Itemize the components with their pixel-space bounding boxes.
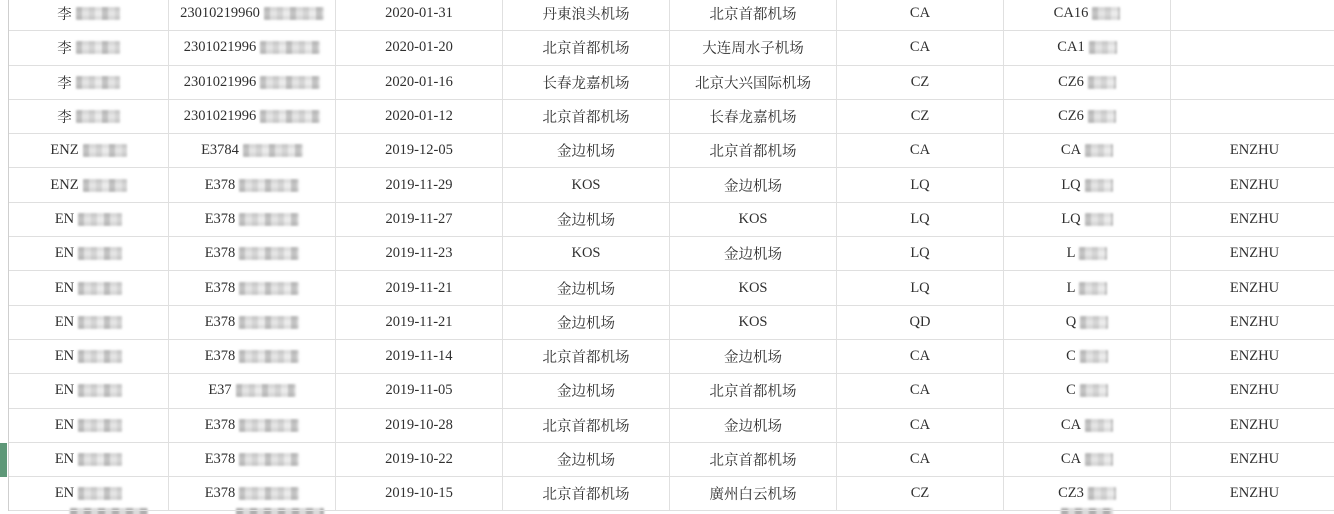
- arrival-airport-cell[interactable]: [670, 203, 837, 237]
- passenger-name-text: ENZ: [50, 176, 79, 193]
- flight-number-cell[interactable]: [1004, 271, 1171, 305]
- flight-number-cell[interactable]: [1004, 340, 1171, 374]
- flight-date-text: 2020-01-16: [385, 73, 453, 90]
- id-number-text: E378: [204, 279, 236, 296]
- arrival-airport-cell[interactable]: [670, 0, 837, 31]
- id-number-cell[interactable]: [169, 100, 336, 134]
- airline-code-cell[interactable]: [837, 409, 1004, 443]
- airline-code-cell[interactable]: [837, 134, 1004, 168]
- passenger-code-cell[interactable]: [1171, 374, 1334, 408]
- flight-number-text: CZ6: [1058, 108, 1084, 125]
- row-selection-indicator[interactable]: [0, 443, 7, 477]
- departure-airport-cell[interactable]: [503, 306, 670, 340]
- redaction-blur: [78, 316, 122, 329]
- passenger-name-cell[interactable]: [9, 409, 169, 443]
- departure-airport-cell[interactable]: [503, 134, 670, 168]
- redaction-blur: [239, 350, 299, 363]
- id-number-text: E378: [204, 485, 236, 502]
- redaction-blur: [239, 487, 299, 500]
- passenger-code-text: ENZHU: [1229, 348, 1280, 365]
- flight-number-cell[interactable]: [1004, 100, 1171, 134]
- airline-code-cell[interactable]: [837, 306, 1004, 340]
- flight-date-text: 2019-12-05: [385, 142, 453, 159]
- airline-code-text: LQ: [910, 279, 930, 296]
- redaction-blur: [239, 316, 299, 329]
- passenger-code-text: ENZHU: [1229, 451, 1280, 467]
- passenger-code-text: ENZHU: [1229, 313, 1280, 330]
- arrival-airport-cell[interactable]: [670, 340, 837, 374]
- arrival-airport-text: 廣州白云机场: [709, 487, 797, 504]
- departure-airport-text: 长春龙嘉机场: [542, 75, 630, 92]
- redaction-blur: [76, 7, 120, 20]
- arrival-airport-text: 金边机场: [724, 350, 782, 367]
- flight-date-text: 2020-01-20: [385, 39, 453, 56]
- arrival-airport-text: 北京首都机场: [709, 453, 797, 469]
- flight-number-cell[interactable]: [1004, 134, 1171, 168]
- redaction-blur: [1085, 213, 1113, 226]
- id-number-text: E378: [204, 210, 236, 227]
- airline-code-cell[interactable]: [837, 237, 1004, 271]
- flight-date-text: 2019-10-22: [385, 451, 453, 467]
- passenger-code-cell[interactable]: [1171, 477, 1334, 511]
- redaction-blur: [264, 7, 324, 20]
- departure-airport-cell[interactable]: [503, 203, 670, 237]
- redaction-blur: [260, 110, 320, 123]
- passenger-name-cell[interactable]: [9, 134, 169, 168]
- departure-airport-cell[interactable]: [503, 340, 670, 374]
- passenger-code-text: ENZHU: [1229, 210, 1280, 227]
- passenger-code-text: ENZHU: [1229, 245, 1280, 262]
- passenger-name-cell[interactable]: [9, 203, 169, 237]
- airline-code-cell[interactable]: [837, 168, 1004, 202]
- flight-number-cell[interactable]: [1004, 306, 1171, 340]
- departure-airport-cell[interactable]: [503, 477, 670, 511]
- departure-airport-text: 北京首都机场: [542, 41, 630, 58]
- redaction-blur: [1080, 350, 1108, 363]
- redaction-blur: [239, 282, 299, 295]
- arrival-airport-text: KOS: [738, 313, 768, 330]
- arrival-airport-cell[interactable]: [670, 168, 837, 202]
- departure-airport-cell[interactable]: [503, 271, 670, 305]
- passenger-name-text: 李: [57, 7, 72, 24]
- departure-airport-cell[interactable]: [503, 168, 670, 202]
- flight-date-text: 2019-11-29: [385, 176, 453, 193]
- id-number-cell[interactable]: [169, 271, 336, 305]
- flight-date-cell[interactable]: [336, 340, 503, 374]
- flight-date-text: 2019-11-21: [385, 279, 453, 296]
- passenger-code-cell[interactable]: [1171, 0, 1334, 31]
- passenger-code-text: ENZHU: [1229, 382, 1280, 399]
- flight-number-cell[interactable]: [1004, 168, 1171, 202]
- redaction-blur: [260, 41, 320, 54]
- departure-airport-cell[interactable]: [503, 0, 670, 31]
- redaction-blur: [76, 76, 120, 89]
- arrival-airport-text: 北京大兴国际机场: [695, 75, 811, 92]
- flight-number-cell[interactable]: [1004, 203, 1171, 237]
- departure-airport-cell[interactable]: [503, 237, 670, 271]
- redaction-blur: [260, 76, 320, 89]
- flight-number-text: CZ3: [1058, 485, 1084, 502]
- passenger-code-cell[interactable]: [1171, 66, 1334, 100]
- redaction-blur: [1085, 144, 1113, 157]
- id-number-text: E3784: [201, 142, 239, 159]
- id-number-text: E378: [204, 176, 236, 193]
- flight-number-text: L: [1066, 245, 1076, 262]
- id-number-text: 2301021996: [183, 39, 257, 56]
- redaction-blur: [1080, 384, 1108, 397]
- flight-date-cell[interactable]: [336, 477, 503, 511]
- arrival-airport-cell[interactable]: [670, 271, 837, 305]
- flight-number-cell[interactable]: [1004, 0, 1171, 31]
- arrival-airport-cell[interactable]: [670, 100, 837, 134]
- airline-code-text: CZ: [910, 108, 930, 125]
- id-number-text: E37: [208, 382, 232, 399]
- id-number-cell[interactable]: [169, 31, 336, 65]
- passenger-name-cell[interactable]: [9, 374, 169, 408]
- passenger-name-cell[interactable]: [9, 0, 169, 31]
- airline-code-text: CA: [909, 451, 931, 467]
- airline-code-cell[interactable]: [837, 203, 1004, 237]
- departure-airport-cell[interactable]: [503, 409, 670, 443]
- id-number-text: E378: [204, 245, 236, 262]
- id-number-cell[interactable]: [169, 443, 336, 477]
- arrival-airport-text: 北京首都机场: [709, 7, 797, 24]
- flight-number-cell[interactable]: [1004, 477, 1171, 511]
- airline-code-cell[interactable]: [837, 340, 1004, 374]
- id-number-cell[interactable]: [169, 66, 336, 100]
- redaction-blur: [76, 41, 120, 54]
- arrival-airport-cell[interactable]: [670, 31, 837, 65]
- departure-airport-text: 北京首都机场: [542, 110, 630, 127]
- id-number-text: 23010219960: [180, 5, 260, 22]
- airline-code-text: LQ: [910, 176, 930, 193]
- arrival-airport-cell[interactable]: [670, 134, 837, 168]
- redaction-blur: [83, 144, 127, 157]
- redaction-blur: [239, 453, 299, 466]
- arrival-airport-text: 金边机场: [724, 247, 782, 264]
- airline-code-text: CZ: [910, 73, 930, 90]
- flight-date-text: 2019-11-05: [385, 382, 453, 399]
- departure-airport-text: 金边机场: [557, 453, 615, 469]
- flight-date-cell[interactable]: [336, 443, 503, 477]
- flight-number-text: CA: [1060, 416, 1082, 433]
- passenger-code-cell[interactable]: [1171, 203, 1334, 237]
- flight-number-cell[interactable]: [1004, 443, 1171, 477]
- redaction-blur: [239, 179, 299, 192]
- flight-date-cell[interactable]: [336, 271, 503, 305]
- departure-airport-text: 金边机场: [557, 315, 615, 332]
- id-number-cell[interactable]: [169, 237, 336, 271]
- redaction-blur: [1080, 316, 1108, 329]
- passenger-name-text: 李: [57, 41, 72, 58]
- passenger-code-text: ENZHU: [1229, 416, 1280, 433]
- id-number-cell[interactable]: [169, 134, 336, 168]
- passenger-name-cell[interactable]: [9, 168, 169, 202]
- arrival-airport-text: KOS: [738, 210, 768, 227]
- departure-airport-text: 北京首都机场: [542, 350, 630, 367]
- id-number-cell[interactable]: [169, 0, 336, 31]
- passenger-name-text: 李: [57, 110, 72, 127]
- departure-airport-text: 金边机场: [557, 144, 615, 161]
- passenger-code-cell[interactable]: [1171, 340, 1334, 374]
- flight-date-cell[interactable]: [336, 306, 503, 340]
- arrival-airport-cell[interactable]: [670, 306, 837, 340]
- id-number-cell[interactable]: [169, 306, 336, 340]
- flight-date-cell[interactable]: [336, 203, 503, 237]
- flight-number-text: C: [1066, 348, 1076, 365]
- airline-code-text: CA: [909, 348, 931, 365]
- airline-code-text: CA: [909, 142, 931, 159]
- redaction-blur: [78, 282, 122, 295]
- left-margin: [0, 0, 8, 514]
- arrival-airport-cell[interactable]: [670, 409, 837, 443]
- arrival-airport-cell[interactable]: [670, 374, 837, 408]
- passenger-code-text: ENZHU: [1229, 485, 1280, 502]
- airline-code-text: CA: [909, 39, 931, 56]
- flight-date-text: 2019-10-15: [385, 485, 453, 502]
- arrival-airport-text: 北京首都机场: [709, 144, 797, 161]
- redaction-blur: [236, 384, 296, 397]
- arrival-airport-text: 金边机场: [724, 178, 782, 195]
- id-number-text: E378: [204, 451, 236, 467]
- passenger-code-cell[interactable]: [1171, 409, 1334, 443]
- redaction-blur: [78, 384, 122, 397]
- id-number-cell[interactable]: [169, 409, 336, 443]
- redaction-blur: [1088, 76, 1116, 89]
- flight-number-text: LQ: [1061, 210, 1081, 227]
- passenger-name-cell[interactable]: [9, 31, 169, 65]
- flight-date-text: 2020-01-12: [385, 108, 453, 125]
- departure-airport-text: 丹東浪头机场: [542, 7, 630, 24]
- airline-code-cell[interactable]: [837, 443, 1004, 477]
- redaction-blur: [1079, 282, 1107, 295]
- redaction-blur: [1085, 419, 1113, 432]
- flight-date-text: 2019-11-23: [385, 245, 453, 262]
- redaction-blur: [1079, 247, 1107, 260]
- redaction-blur: [78, 247, 122, 260]
- id-number-cell[interactable]: [169, 340, 336, 374]
- redaction-blur: [239, 247, 299, 260]
- arrival-airport-text: 大连周水子机场: [702, 41, 804, 58]
- flight-number-text: LQ: [1061, 176, 1081, 193]
- passenger-code-text: ENZHU: [1229, 279, 1280, 296]
- passenger-name-cell[interactable]: [9, 100, 169, 134]
- flight-date-text: 2019-11-27: [385, 210, 453, 227]
- redaction-blur: [239, 213, 299, 226]
- departure-airport-text: KOS: [571, 176, 601, 193]
- id-number-cell[interactable]: [169, 203, 336, 237]
- flight-number-text: C: [1066, 382, 1076, 399]
- flight-date-cell[interactable]: [336, 134, 503, 168]
- airline-code-cell[interactable]: [837, 271, 1004, 305]
- flight-number-cell[interactable]: [1004, 374, 1171, 408]
- passenger-code-cell[interactable]: [1171, 237, 1334, 271]
- redaction-blur: [83, 179, 127, 192]
- redaction-blur: [1088, 110, 1116, 123]
- departure-airport-text: 金边机场: [557, 281, 615, 298]
- passenger-name-text: EN: [54, 416, 75, 433]
- id-number-text: E378: [204, 313, 236, 330]
- passenger-name-cell[interactable]: [9, 306, 169, 340]
- arrival-airport-text: 长春龙嘉机场: [709, 110, 797, 127]
- flight-date-text: 2020-01-31: [385, 5, 453, 22]
- id-number-cell[interactable]: [169, 374, 336, 408]
- redaction-blur: [78, 487, 122, 500]
- redaction-blur: [78, 419, 122, 432]
- redaction-blur: [78, 213, 122, 226]
- departure-airport-cell[interactable]: [503, 100, 670, 134]
- flight-date-cell[interactable]: [336, 66, 503, 100]
- airline-code-cell[interactable]: [837, 477, 1004, 511]
- arrival-airport-cell[interactable]: [670, 237, 837, 271]
- redaction-blur: [1089, 41, 1117, 54]
- airline-code-cell[interactable]: [837, 0, 1004, 31]
- flight-date-text: 2019-10-28: [385, 416, 453, 433]
- id-number-cell[interactable]: [169, 477, 336, 511]
- passenger-code-text: ENZHU: [1229, 176, 1280, 193]
- flight-number-text: CA: [1060, 451, 1082, 467]
- redaction-blur: [1088, 487, 1116, 500]
- passenger-name-cell[interactable]: [9, 271, 169, 305]
- flight-date-text: 2019-11-14: [385, 348, 453, 365]
- passenger-name-text: ENZ: [50, 142, 79, 159]
- airline-code-text: CA: [909, 382, 931, 399]
- flight-number-text: L: [1066, 279, 1076, 296]
- passenger-name-cell[interactable]: [9, 237, 169, 271]
- arrival-airport-text: 金边机场: [724, 418, 782, 435]
- redaction-blur: [1092, 7, 1120, 20]
- passenger-name-cell[interactable]: [9, 66, 169, 100]
- flight-number-text: CZ6: [1058, 73, 1084, 90]
- redaction-blur: [78, 350, 122, 363]
- departure-airport-text: 金边机场: [557, 384, 615, 401]
- passenger-name-text: EN: [54, 245, 75, 262]
- flight-number-cell[interactable]: [1004, 66, 1171, 100]
- passenger-code-cell[interactable]: [1171, 134, 1334, 168]
- airline-code-cell[interactable]: [837, 31, 1004, 65]
- id-number-text: 2301021996: [183, 73, 257, 90]
- departure-airport-cell[interactable]: [503, 374, 670, 408]
- passenger-name-text: EN: [54, 210, 75, 227]
- departure-airport-text: 北京首都机场: [542, 418, 630, 435]
- passenger-code-cell[interactable]: [1171, 31, 1334, 65]
- passenger-code-cell[interactable]: [1171, 100, 1334, 134]
- passenger-code-cell[interactable]: [1171, 443, 1334, 477]
- redaction-blur: [1085, 179, 1113, 192]
- departure-airport-cell[interactable]: [503, 66, 670, 100]
- departure-airport-text: 金边机场: [557, 212, 615, 229]
- airline-code-text: LQ: [910, 245, 930, 262]
- airline-code-cell[interactable]: [837, 374, 1004, 408]
- id-number-text: 2301021996: [183, 108, 257, 125]
- flight-date-cell[interactable]: [336, 374, 503, 408]
- redaction-blur: [78, 453, 122, 466]
- flight-number-text: CA1: [1057, 39, 1085, 56]
- flight-date-cell[interactable]: [336, 409, 503, 443]
- flight-number-text: Q: [1065, 313, 1077, 330]
- id-number-text: E378: [204, 348, 236, 365]
- departure-airport-cell[interactable]: [503, 31, 670, 65]
- id-number-cell[interactable]: [169, 168, 336, 202]
- flight-number-cell[interactable]: [1004, 409, 1171, 443]
- departure-airport-text: 北京首都机场: [542, 487, 630, 504]
- flight-number-cell[interactable]: [1004, 237, 1171, 271]
- flight-date-text: 2019-11-21: [385, 313, 453, 330]
- flight-date-cell[interactable]: [336, 168, 503, 202]
- passenger-name-cell[interactable]: [9, 443, 169, 477]
- flight-date-cell[interactable]: [336, 31, 503, 65]
- airline-code-text: QD: [909, 313, 931, 330]
- departure-airport-cell[interactable]: [503, 443, 670, 477]
- airline-code-text: CZ: [910, 485, 930, 502]
- passenger-name-text: EN: [54, 485, 75, 502]
- redaction-blur: [76, 110, 120, 123]
- airline-code-text: CA: [909, 416, 931, 433]
- passenger-name-text: EN: [54, 348, 75, 365]
- passenger-name-text: 李: [57, 75, 72, 92]
- passenger-name-text: EN: [54, 451, 75, 467]
- passenger-name-cell[interactable]: [9, 477, 169, 511]
- flight-number-cell[interactable]: [1004, 31, 1171, 65]
- airline-code-text: LQ: [910, 210, 930, 227]
- flight-date-cell[interactable]: [336, 100, 503, 134]
- passenger-code-cell[interactable]: [1171, 271, 1334, 305]
- redaction-blur: [239, 419, 299, 432]
- airline-code-text: CA: [909, 5, 931, 22]
- redaction-blur: [1085, 453, 1113, 466]
- arrival-airport-cell[interactable]: [670, 477, 837, 511]
- passenger-name-text: EN: [54, 313, 75, 330]
- passenger-code-text: ENZHU: [1229, 142, 1280, 159]
- passenger-name-cell[interactable]: [9, 340, 169, 374]
- flight-number-text: CA: [1060, 142, 1082, 159]
- arrival-airport-cell[interactable]: [670, 66, 837, 100]
- passenger-name-text: EN: [54, 382, 75, 399]
- airline-code-cell[interactable]: [837, 100, 1004, 134]
- departure-airport-text: KOS: [571, 245, 601, 262]
- airline-code-cell[interactable]: [837, 66, 1004, 100]
- flight-records-table: [8, 0, 1334, 511]
- passenger-name-text: EN: [54, 279, 75, 296]
- arrival-airport-cell[interactable]: [670, 443, 837, 477]
- redaction-blur: [243, 144, 303, 157]
- flight-number-text: CA16: [1053, 5, 1089, 22]
- passenger-code-cell[interactable]: [1171, 306, 1334, 340]
- arrival-airport-text: KOS: [738, 279, 768, 296]
- flight-date-cell[interactable]: [336, 237, 503, 271]
- flight-date-cell[interactable]: [336, 0, 503, 31]
- passenger-code-cell[interactable]: [1171, 168, 1334, 202]
- id-number-text: E378: [204, 416, 236, 433]
- arrival-airport-text: 北京首都机场: [709, 384, 797, 401]
